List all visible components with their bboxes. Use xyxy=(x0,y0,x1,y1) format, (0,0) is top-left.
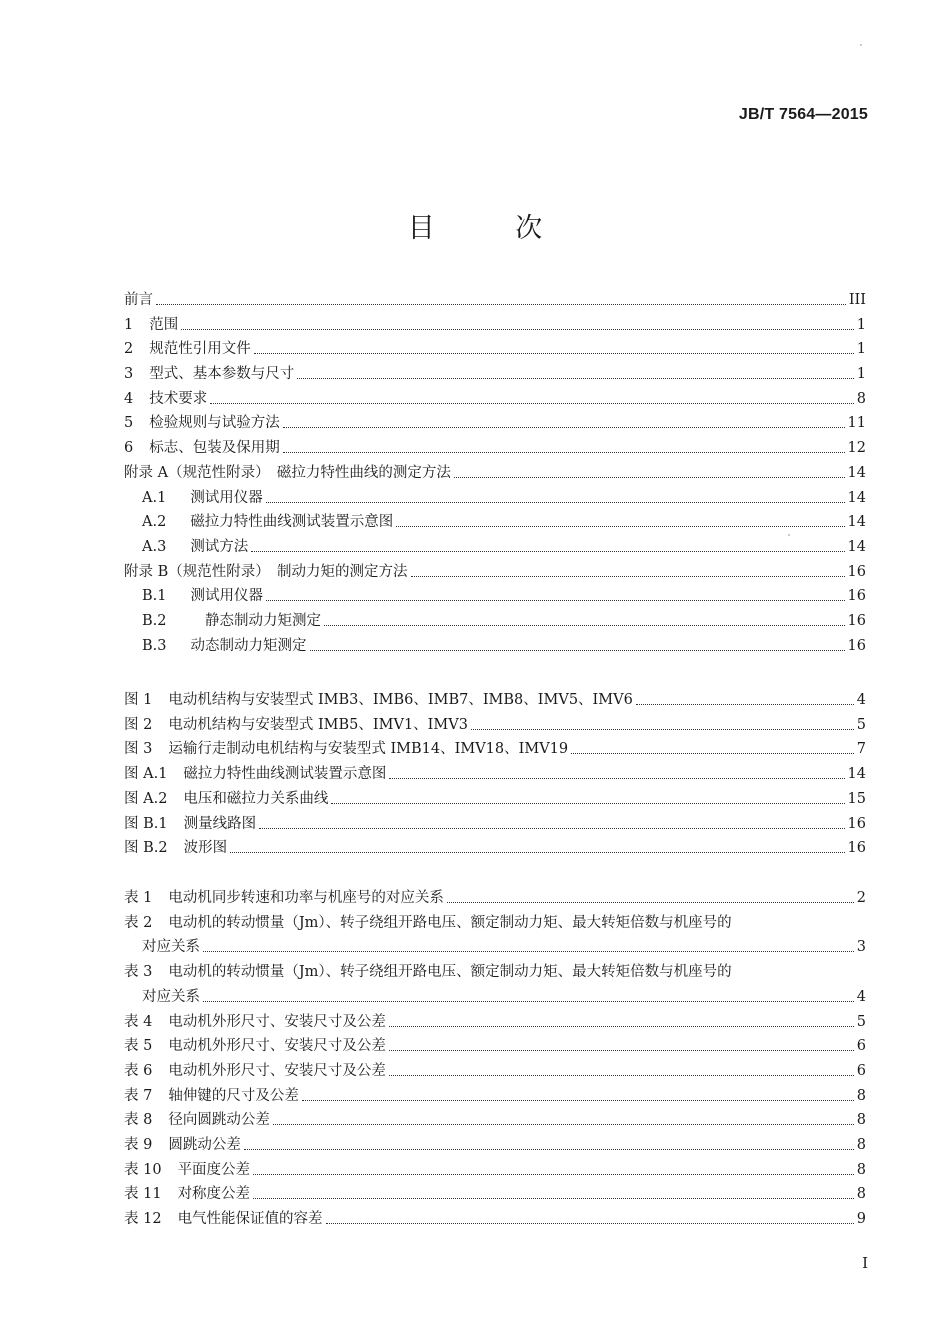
toc-entry-page: 12 xyxy=(847,440,866,456)
toc-entry-page: 9 xyxy=(856,1211,866,1227)
dot-leader xyxy=(310,650,845,651)
toc-entry-number: 5 xyxy=(124,415,134,431)
dot-leader xyxy=(181,329,854,330)
toc-entry[interactable] xyxy=(124,1155,866,1179)
toc-entry-label: 对称度公差 xyxy=(177,1186,251,1202)
toc-entry[interactable] xyxy=(124,483,866,507)
toc-entry-page: 14 xyxy=(847,539,866,555)
toc-entry-label: 标志、包装及保用期 xyxy=(149,440,280,456)
toc-entry[interactable] xyxy=(124,310,866,334)
toc-entry-number: B.2 xyxy=(142,613,167,629)
toc-entry-label: 型式、基本参数与尺寸 xyxy=(149,366,295,382)
toc-entry[interactable] xyxy=(124,334,866,358)
dot-leader xyxy=(331,803,844,804)
toc-entry-number: 4 xyxy=(124,391,134,407)
toc-entry-page: 1 xyxy=(856,317,866,333)
toc-entry[interactable] xyxy=(124,1105,866,1129)
toc-entry-number: 图 1 xyxy=(124,692,153,708)
toc-entry-label: 电动机的转动惯量（Jm）、转子绕组开路电压、额定制动力矩、最大转矩倍数与机座号的 xyxy=(168,964,732,980)
toc-entry-number: 图 3 xyxy=(124,741,153,757)
toc-entry-page: 16 xyxy=(847,816,866,832)
toc-entry-number: B.3 xyxy=(142,638,167,654)
toc-entry[interactable] xyxy=(124,833,866,857)
toc-entry[interactable] xyxy=(124,631,866,655)
toc-entry-page: 8 xyxy=(856,1162,866,1178)
dot-leader xyxy=(447,902,854,903)
dot-leader xyxy=(210,403,854,404)
toc-entry-number: 表 4 xyxy=(124,1014,153,1030)
toc-entry-number: 图 A.1 xyxy=(124,766,168,782)
toc-entry-number: 图 A.2 xyxy=(124,791,168,807)
toc-entry[interactable] xyxy=(124,384,866,408)
toc-entry-page: 4 xyxy=(856,692,866,708)
toc-entry-label: 电动机同步转速和功率与机座号的对应关系 xyxy=(168,890,444,906)
dot-leader xyxy=(254,353,854,354)
toc-entry-number: 表 12 xyxy=(124,1211,162,1227)
toc-entry-label: 动态制动力矩测定 xyxy=(190,638,307,654)
dot-leader xyxy=(283,452,845,453)
toc-entry-label: 测量线路图 xyxy=(183,816,257,832)
dot-leader xyxy=(251,551,844,552)
toc-entry[interactable] xyxy=(124,685,866,709)
toc-entry-number: A.1 xyxy=(142,490,167,506)
dot-leader xyxy=(389,778,844,779)
toc-entry-label: 平面度公差 xyxy=(177,1162,251,1178)
dot-leader xyxy=(156,304,846,305)
toc-entry-page: 8 xyxy=(856,1186,866,1202)
dot-leader xyxy=(396,526,844,527)
toc-entry-label: 测试用仪器 xyxy=(190,490,263,506)
toc-entry-page: 7 xyxy=(856,741,866,757)
toc-entry-label: 附录 B（规范性附录） 制动力矩的测定方法 xyxy=(124,564,408,580)
toc-entry-number: 表 5 xyxy=(124,1038,153,1054)
toc-entry-number: 表 10 xyxy=(124,1162,162,1178)
toc-entry-label: 圆跳动公差 xyxy=(168,1137,241,1153)
dot-leader xyxy=(326,1223,854,1224)
toc-entry-label: 运输行走制动电机结构与安装型式 IMB14、IMV18、IMV19 xyxy=(168,741,569,757)
toc-entry[interactable] xyxy=(124,734,866,758)
toc-entry[interactable] xyxy=(124,759,866,783)
toc-entry[interactable] xyxy=(124,507,866,531)
toc-entry[interactable] xyxy=(124,1056,866,1080)
toc-entry-number: 表 9 xyxy=(124,1137,153,1153)
toc-entry-label: 静态制动力矩测定 xyxy=(190,613,321,629)
dot-leader xyxy=(283,427,845,428)
toc-entry-label: 附录 A（规范性附录） 磁拉力特性曲线的测定方法 xyxy=(124,465,451,481)
toc-entry-page: 14 xyxy=(847,465,866,481)
toc-entry-number: 表 2 xyxy=(124,915,153,931)
toc-entry[interactable] xyxy=(124,1031,866,1055)
toc-entry-label: 测试用仪器 xyxy=(190,588,263,604)
dot-leader xyxy=(411,576,845,577)
toc-entry-label: 电动机的转动惯量（Jm）、转子绕组开路电压、额定制动力矩、最大转矩倍数与机座号的 xyxy=(168,915,732,931)
toc-entry-label: 前言 xyxy=(124,292,153,308)
toc-entry-number: 图 B.2 xyxy=(124,840,168,856)
toc-entry[interactable] xyxy=(124,359,866,383)
toc-entry-number: B.1 xyxy=(142,588,167,604)
toc-entry-page: 4 xyxy=(856,989,866,1005)
toc-entry-page: 8 xyxy=(856,1137,866,1153)
toc-entry-label: 对应关系 xyxy=(142,989,200,1005)
dot-leader xyxy=(253,1198,854,1199)
dot-leader xyxy=(203,1001,854,1002)
toc-entry-number: 6 xyxy=(124,440,134,456)
toc-entry-label: 电动机外形尺寸、安装尺寸及公差 xyxy=(168,1063,386,1079)
toc-entry-label: 电压和磁拉力关系曲线 xyxy=(183,791,329,807)
toc-entry-continuation[interactable] xyxy=(124,932,866,956)
toc-entry-number: A.3 xyxy=(142,539,167,555)
toc-entry-number: A.2 xyxy=(142,514,167,530)
toc-entry[interactable] xyxy=(124,433,866,457)
toc-entry[interactable] xyxy=(124,1081,866,1105)
toc-entry-label: 范围 xyxy=(149,317,179,333)
toc-entry-number: 图 B.1 xyxy=(124,816,168,832)
toc-entry-page: 11 xyxy=(847,415,866,431)
table-of-contents xyxy=(124,0,866,1341)
toc-entry-label: 电动机结构与安装型式 IMB5、IMV1、IMV3 xyxy=(168,717,468,733)
standard-code: JB/T 7564—2015 xyxy=(738,106,868,123)
toc-entry[interactable] xyxy=(124,957,866,981)
toc-entry-page: 5 xyxy=(856,1014,866,1030)
dot-leader xyxy=(454,477,845,478)
dot-leader xyxy=(636,704,854,705)
toc-entry[interactable] xyxy=(124,557,866,581)
toc-entry-number: 表 8 xyxy=(124,1112,153,1128)
toc-entry-label: 轴伸键的尺寸及公差 xyxy=(168,1088,299,1104)
toc-entry[interactable] xyxy=(124,606,866,630)
toc-entry[interactable] xyxy=(124,784,866,808)
toc-entry-page: 16 xyxy=(847,840,866,856)
toc-entry-page: 8 xyxy=(856,1112,866,1128)
dot-leader xyxy=(203,951,854,952)
toc-entry-page: 5 xyxy=(856,717,866,733)
toc-entry[interactable] xyxy=(124,710,866,734)
toc-entry[interactable] xyxy=(124,1179,866,1203)
dot-leader xyxy=(266,600,845,601)
toc-entry-number: 表 1 xyxy=(124,890,153,906)
dot-leader xyxy=(230,852,844,853)
toc-entry-label: 电气性能保证值的容差 xyxy=(177,1211,323,1227)
toc-entry[interactable] xyxy=(124,581,866,605)
toc-entry-number: 表 3 xyxy=(124,964,153,980)
toc-entry-page: 1 xyxy=(856,341,866,357)
toc-entry-number: 1 xyxy=(124,317,134,333)
toc-entry[interactable] xyxy=(124,285,866,309)
dot-leader xyxy=(244,1149,854,1150)
toc-entry-page: 14 xyxy=(847,514,866,530)
toc-entry-page: 3 xyxy=(856,939,866,955)
toc-entry-label: 磁拉力特性曲线测试装置示意图 xyxy=(183,766,387,782)
toc-entry-label: 技术要求 xyxy=(149,391,208,407)
toc-entry-page: 8 xyxy=(856,391,866,407)
toc-entry-page: III xyxy=(848,292,866,308)
toc-entry-label: 电动机外形尺寸、安装尺寸及公差 xyxy=(168,1014,386,1030)
toc-entry-number: 3 xyxy=(124,366,134,382)
toc-entry[interactable] xyxy=(124,809,866,833)
toc-entry-number: 表 11 xyxy=(124,1186,162,1202)
dot-leader xyxy=(297,378,854,379)
toc-entry-label: 径向圆跳动公差 xyxy=(168,1112,270,1128)
toc-entry-number: 2 xyxy=(124,341,134,357)
toc-entry[interactable] xyxy=(124,532,866,556)
toc-entry[interactable] xyxy=(124,458,866,482)
toc-entry[interactable] xyxy=(124,408,866,432)
toc-entry-page: 14 xyxy=(847,766,866,782)
toc-entry[interactable] xyxy=(124,1130,866,1154)
toc-entry-label: 检验规则与试验方法 xyxy=(149,415,280,431)
toc-entry-page: 2 xyxy=(856,890,866,906)
toc-entry-page: 8 xyxy=(856,1088,866,1104)
page-title: 目 次 xyxy=(407,213,579,244)
toc-entry-page: 16 xyxy=(847,588,866,604)
dot-leader xyxy=(266,502,845,503)
toc-entry-page: 6 xyxy=(856,1038,866,1054)
toc-entry[interactable] xyxy=(124,1007,866,1031)
dot-leader xyxy=(324,625,845,626)
toc-entry[interactable] xyxy=(124,1204,866,1228)
dot-leader xyxy=(389,1026,854,1027)
dot-leader xyxy=(471,729,854,730)
toc-entry-label: 波形图 xyxy=(183,840,228,856)
toc-entry[interactable] xyxy=(124,908,866,932)
toc-entry-number: 表 6 xyxy=(124,1063,153,1079)
toc-entry-number: 图 2 xyxy=(124,717,153,733)
toc-entry-page: 16 xyxy=(847,564,866,580)
toc-entry[interactable] xyxy=(124,883,866,907)
toc-entry-continuation[interactable] xyxy=(124,982,866,1006)
dot-leader xyxy=(389,1075,854,1076)
toc-entry-label: 测试方法 xyxy=(190,539,249,555)
toc-entry-label: 磁拉力特性曲线测试装置示意图 xyxy=(190,514,394,530)
toc-entry-page: 6 xyxy=(856,1063,866,1079)
toc-entry-label: 电动机外形尺寸、安装尺寸及公差 xyxy=(168,1038,386,1054)
toc-entry-page: 1 xyxy=(856,366,866,382)
toc-entry-page: 16 xyxy=(847,638,866,654)
dot-leader xyxy=(302,1100,854,1101)
toc-entry-label: 对应关系 xyxy=(142,939,200,955)
toc-entry-page: 15 xyxy=(847,791,866,807)
dot-leader xyxy=(273,1124,854,1125)
toc-entry-number: 表 7 xyxy=(124,1088,153,1104)
toc-entry-page: 14 xyxy=(847,490,866,506)
dot-leader xyxy=(571,753,854,754)
dot-leader xyxy=(253,1174,854,1175)
page-number: I xyxy=(862,1254,868,1272)
toc-entry-label: 规范性引用文件 xyxy=(149,341,251,357)
toc-entry-label: 电动机结构与安装型式 IMB3、IMB6、IMB7、IMB8、IMV5、IMV6 xyxy=(168,692,633,708)
toc-entry-page: 16 xyxy=(847,613,866,629)
dot-leader xyxy=(389,1050,854,1051)
dot-leader xyxy=(259,828,844,829)
